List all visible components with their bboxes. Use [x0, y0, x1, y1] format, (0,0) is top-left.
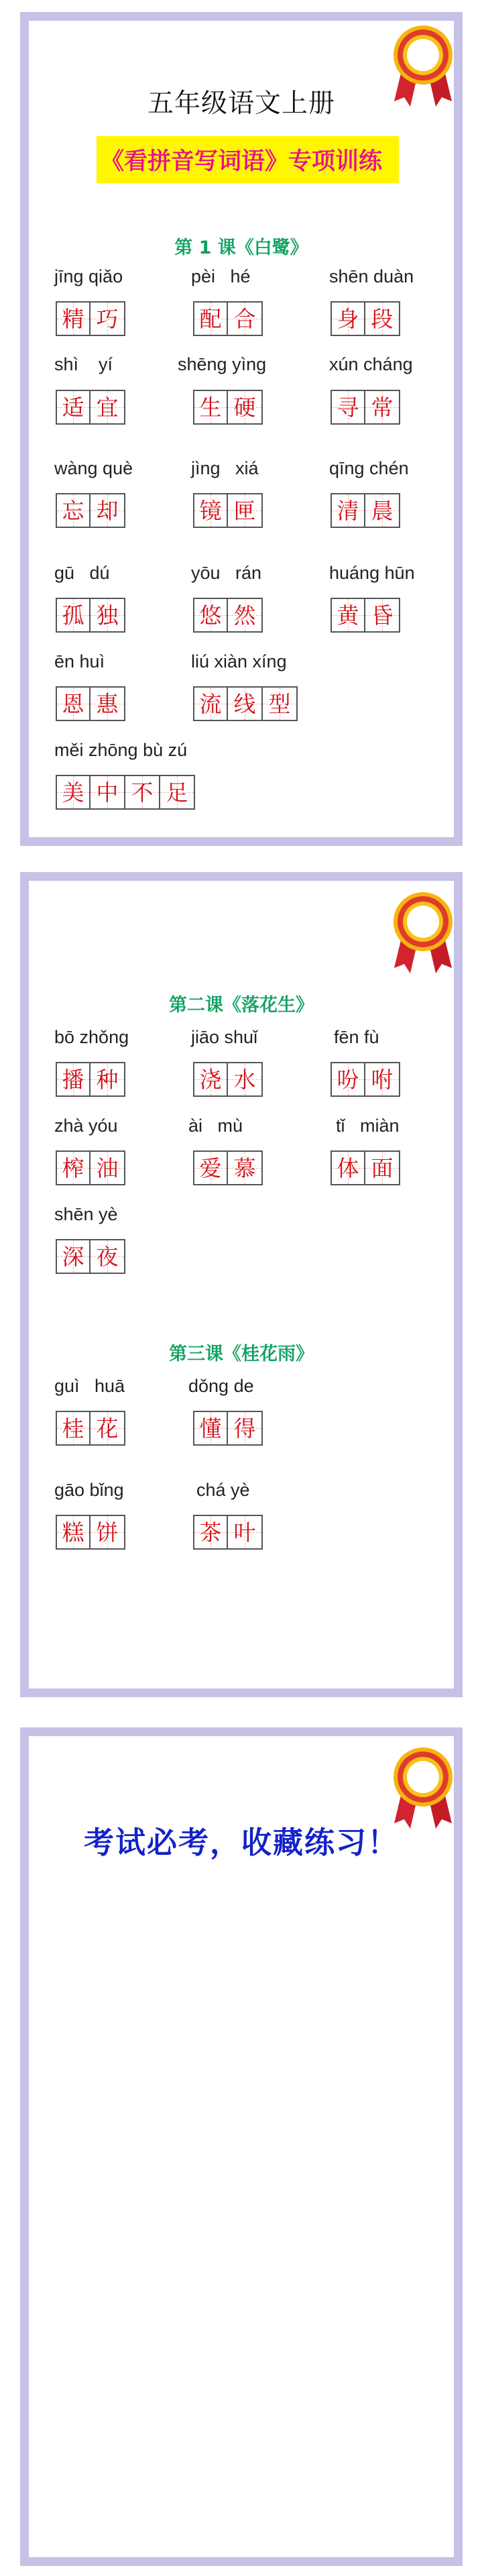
char-box: 常 [365, 390, 400, 425]
pinyin-label: huáng hūn [329, 563, 415, 583]
char-box: 慕 [228, 1150, 263, 1185]
worksheet-page-1 [20, 12, 463, 846]
char-box: 体 [330, 1150, 365, 1185]
char-box: 美 [56, 775, 91, 810]
char-box: 茶 [193, 1515, 228, 1550]
char-box: 花 [91, 1411, 125, 1446]
word-boxes [193, 1411, 263, 1446]
char-box: 精 [56, 301, 91, 336]
pinyin-label: fēn fù [334, 1027, 379, 1047]
pinyin-label: jīng qiǎo [54, 266, 123, 286]
word-boxes [330, 390, 400, 425]
char-box: 然 [228, 598, 263, 633]
word-boxes [330, 301, 400, 336]
char-box: 浇 [193, 1062, 228, 1097]
word-boxes [56, 493, 125, 528]
pinyin-label: jìng xiá [191, 458, 259, 478]
word-boxes [56, 1239, 125, 1274]
word-boxes [193, 1062, 263, 1097]
pinyin-label: qīng chén [329, 458, 409, 478]
word-boxes [56, 1515, 125, 1550]
word-boxes [56, 1062, 125, 1097]
pinyin-label: tǐ miàn [336, 1116, 400, 1136]
pinyin-label: zhà yóu [54, 1116, 118, 1136]
char-box: 咐 [365, 1062, 400, 1097]
pinyin-label: yōu rán [191, 563, 262, 583]
char-box: 身 [330, 301, 365, 336]
char-box: 晨 [365, 493, 400, 528]
word-boxes [193, 686, 298, 721]
pinyin-label: pèi hé [191, 266, 251, 286]
word-boxes [193, 1515, 263, 1550]
char-box: 油 [91, 1150, 125, 1185]
char-box: 孤 [56, 598, 91, 633]
word-boxes [56, 1411, 125, 1446]
pinyin-label: shēn yè [54, 1204, 118, 1224]
char-box: 饼 [91, 1515, 125, 1550]
pinyin-label: liú xiàn xíng [191, 651, 287, 672]
award-ribbon-icon [386, 885, 460, 985]
word-boxes [193, 301, 263, 336]
char-box: 生 [193, 390, 228, 425]
char-box: 悠 [193, 598, 228, 633]
char-box: 吩 [330, 1062, 365, 1097]
pinyin-label: gāo bǐng [54, 1480, 124, 1500]
char-box: 爱 [193, 1150, 228, 1185]
word-boxes [193, 598, 263, 633]
char-box: 独 [91, 598, 125, 633]
char-box: 合 [228, 301, 263, 336]
word-boxes [330, 1062, 400, 1097]
word-boxes [330, 1150, 400, 1185]
pinyin-label: měi zhōng bù zú [54, 740, 188, 760]
char-box: 黄 [330, 598, 365, 633]
pinyin-label: shēn duàn [329, 266, 414, 286]
worksheet-page-3 [20, 1727, 463, 2566]
char-box: 清 [330, 493, 365, 528]
char-box: 足 [160, 775, 195, 810]
lesson-heading: 第 1 课《白鹭》 [174, 237, 308, 258]
word-boxes [193, 1150, 263, 1185]
word-boxes [330, 598, 400, 633]
char-box: 桂 [56, 1411, 91, 1446]
word-boxes [56, 775, 195, 810]
char-box: 恩 [56, 686, 91, 721]
pinyin-label: gū dú [54, 563, 110, 583]
word-boxes [330, 493, 400, 528]
char-box: 水 [228, 1062, 263, 1097]
char-box: 得 [228, 1411, 263, 1446]
pinyin-label: xún cháng [329, 354, 413, 374]
pinyin-label: wàng què [54, 458, 133, 478]
char-box: 叶 [228, 1515, 263, 1550]
char-box: 线 [228, 686, 263, 721]
lesson-heading: 第三课《桂花雨》 [169, 1344, 314, 1364]
char-box: 型 [263, 686, 298, 721]
word-boxes [193, 390, 263, 425]
char-box: 惠 [91, 686, 125, 721]
pinyin-label: bō zhǒng [54, 1027, 129, 1047]
char-box: 配 [193, 301, 228, 336]
pinyin-label: chá yè [196, 1480, 250, 1500]
pinyin-label: shì yí [54, 354, 113, 374]
word-boxes [56, 301, 125, 336]
char-box: 寻 [330, 390, 365, 425]
word-boxes [56, 686, 125, 721]
char-box: 宜 [91, 390, 125, 425]
word-boxes [56, 598, 125, 633]
char-box: 深 [56, 1239, 91, 1274]
char-box: 面 [365, 1150, 400, 1185]
lesson-heading: 第二课《落花生》 [169, 995, 314, 1016]
pinyin-label: guì huā [54, 1376, 125, 1396]
char-box: 却 [91, 493, 125, 528]
char-box: 糕 [56, 1515, 91, 1550]
word-boxes [193, 493, 263, 528]
char-box: 段 [365, 301, 400, 336]
char-box: 适 [56, 390, 91, 425]
char-box: 流 [193, 686, 228, 721]
pinyin-label: ēn huì [54, 651, 105, 672]
char-box: 中 [91, 775, 125, 810]
char-box: 懂 [193, 1411, 228, 1446]
char-box: 匣 [228, 493, 263, 528]
pinyin-label: jiāo shuǐ [191, 1027, 258, 1047]
worksheet-page-2 [20, 872, 463, 1697]
char-box: 种 [91, 1062, 125, 1097]
char-box: 巧 [91, 301, 125, 336]
pinyin-label: dǒng de [188, 1376, 254, 1396]
subtitle: 《看拼音写词语》专项训练 [100, 148, 382, 175]
word-boxes [56, 390, 125, 425]
char-box: 镜 [193, 493, 228, 528]
char-box: 榨 [56, 1150, 91, 1185]
char-box: 硬 [228, 390, 263, 425]
char-box: 忘 [56, 493, 91, 528]
pinyin-label: shēng yìng [178, 354, 267, 374]
slogan-text: 考试必考，收藏练习！ [83, 1825, 399, 1860]
pinyin-label: ài mù [188, 1116, 243, 1136]
word-boxes [56, 1150, 125, 1185]
char-box: 不 [125, 775, 160, 810]
char-box: 昏 [365, 598, 400, 633]
char-box: 夜 [91, 1239, 125, 1274]
char-box: 播 [56, 1062, 91, 1097]
page-title: 五年级语文上册 [147, 89, 335, 119]
